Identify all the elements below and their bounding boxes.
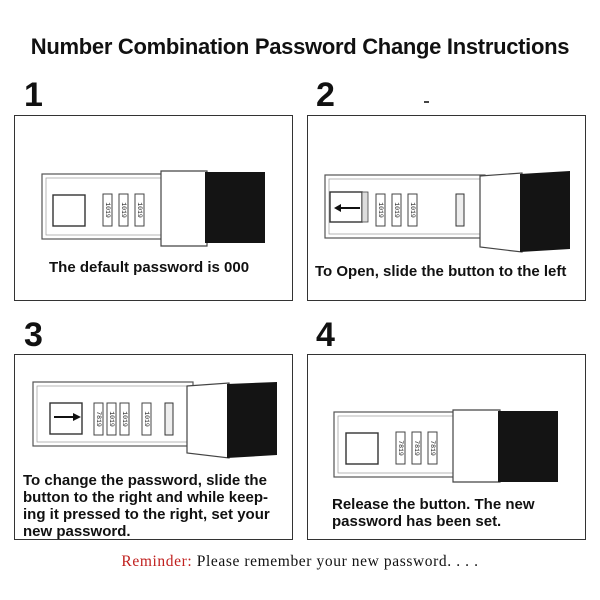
slide-latch: [456, 194, 464, 226]
step-3-caption-line-2: button to the right and while keep-: [23, 489, 268, 506]
step-4-caption-line-2: password has been set.: [332, 513, 502, 530]
reminder-text: Please remember your new password. . . .: [192, 553, 479, 570]
step-1-caption-line-1: The default password is 000: [49, 259, 250, 276]
reminder-note: [0, 553, 600, 571]
page-title: Number Combination Password Change Instructions: [30, 34, 570, 59]
lock-cap: [520, 171, 570, 252]
dial-digits: 1019: [119, 202, 127, 218]
lock-cap: [498, 411, 558, 482]
step-3-number: 3: [24, 316, 43, 354]
step-3-caption-line-4: new password.: [23, 523, 131, 540]
dial-digits: 7819: [412, 440, 420, 456]
dial-digits: 1019: [408, 202, 416, 218]
stray-mark: [424, 101, 429, 103]
step-2-number: 2: [316, 76, 335, 114]
step-3-panel: [14, 354, 293, 540]
dial-digits: 1019: [142, 411, 150, 427]
lock-button: [53, 195, 85, 226]
dial-digits: 1019: [120, 411, 128, 427]
dial-digits: 7819: [94, 411, 102, 427]
lock-sleeve: [453, 410, 500, 482]
reminder-label: Reminder:: [121, 553, 193, 570]
lock-sleeve: [480, 173, 522, 252]
step-3-caption-line-1: To change the password, slide the: [23, 472, 267, 489]
dial-digits: 1019: [392, 202, 400, 218]
dial-digits: 1019: [135, 202, 143, 218]
step-2-panel: [307, 115, 586, 301]
lock-cap: [205, 172, 265, 243]
step-4-panel: [307, 354, 586, 540]
step-4-caption-line-1: Release the button. The new: [332, 496, 535, 513]
step-4-number: 4: [316, 316, 335, 354]
dial-digits: 1019: [107, 411, 115, 427]
lock-sleeve: [161, 171, 207, 246]
dial-digits: 1019: [103, 202, 111, 218]
dial-digits: 7819: [428, 440, 436, 456]
slide-latch: [165, 403, 173, 435]
lock-cap: [227, 382, 277, 458]
dial-digits: 7819: [396, 440, 404, 456]
step-3-caption-line-3: ing it pressed to the right, set your: [23, 506, 270, 523]
step-2-caption-line-1: To Open, slide the button to the left: [315, 263, 567, 280]
lock-button: [346, 433, 378, 464]
lock-sleeve: [187, 383, 229, 458]
step-1-number: 1: [24, 76, 43, 114]
dial-digits: 1019: [376, 202, 384, 218]
step-1-panel: [14, 115, 293, 301]
